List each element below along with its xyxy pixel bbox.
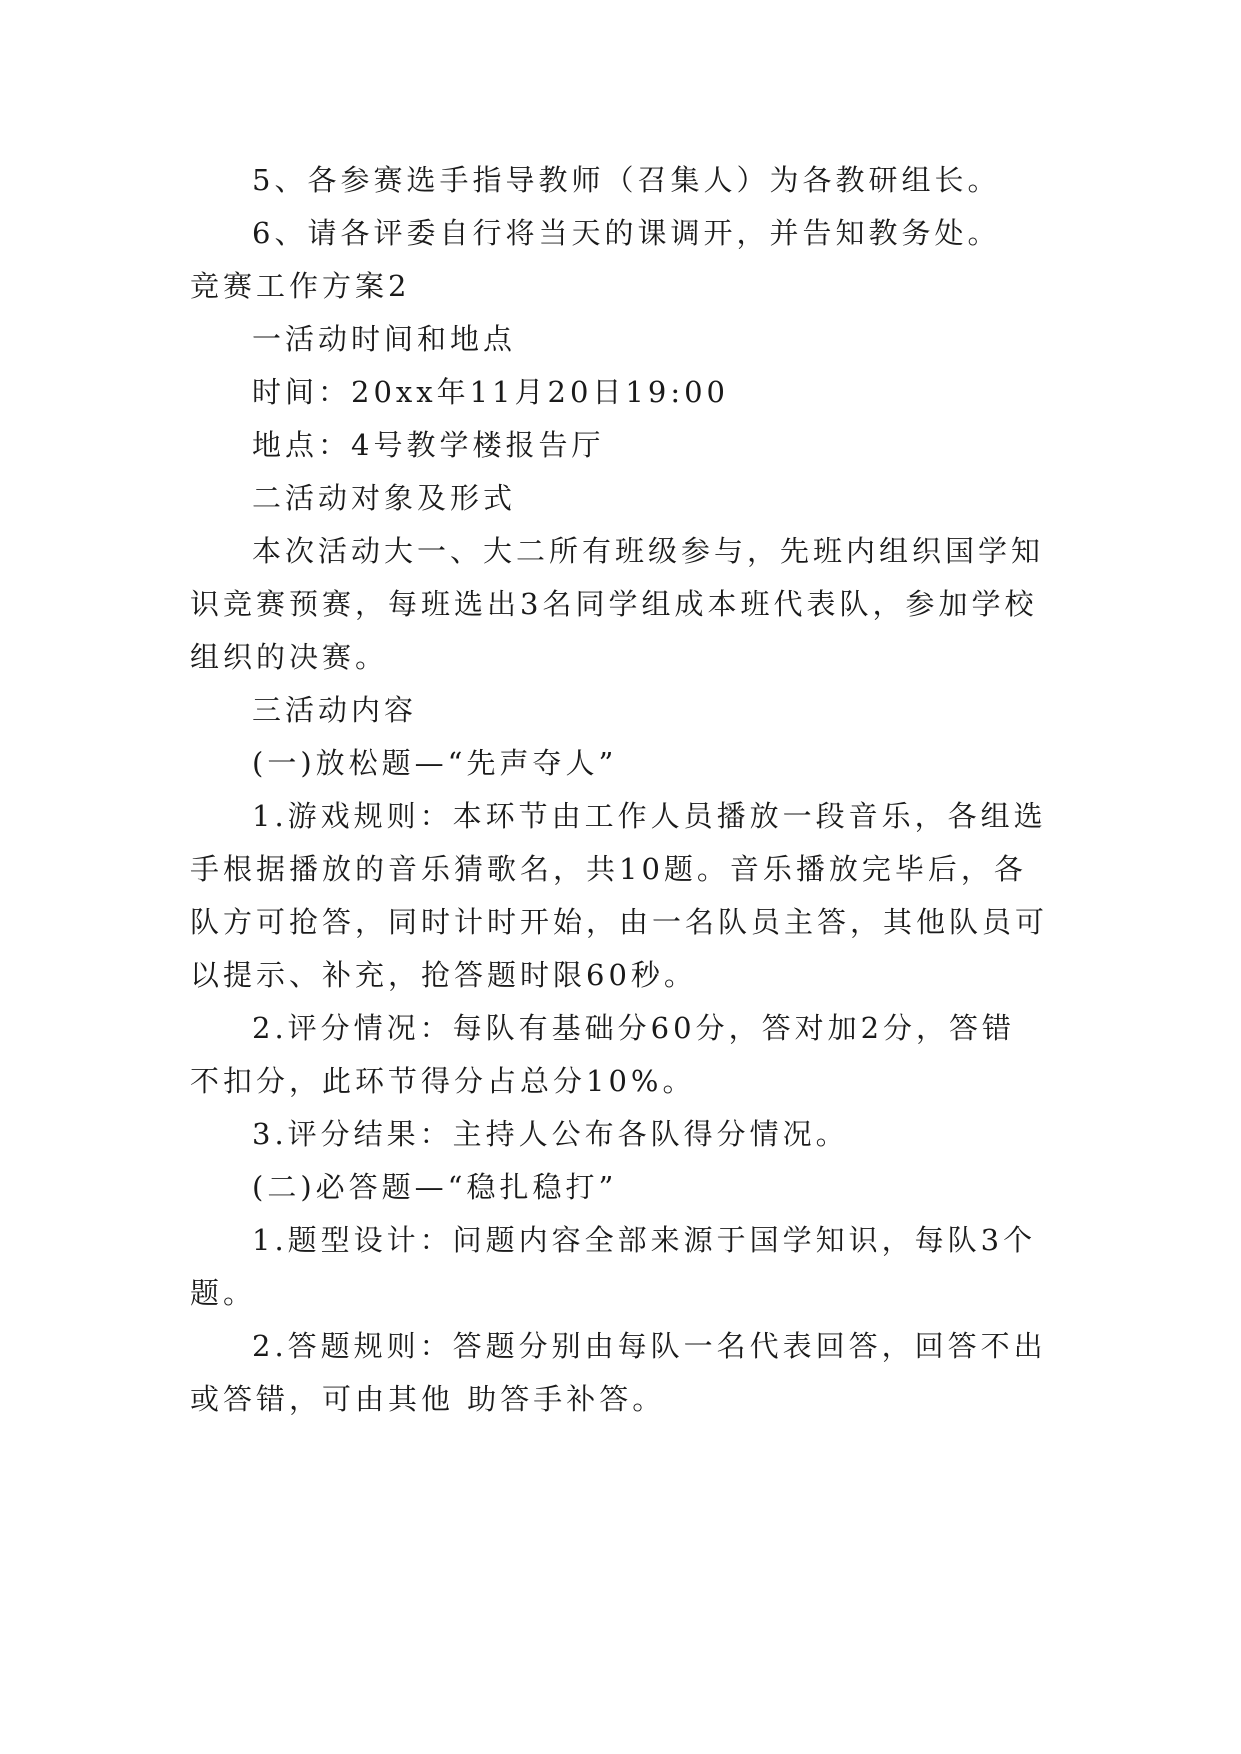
paragraph-line: 识竞赛预赛，每班选出3名同学组成本班代表队，参加学校 — [190, 587, 1038, 621]
subsection-heading: 三活动内容 — [252, 693, 418, 727]
paragraph-line: 手根据播放的音乐猜歌名，共10题。音乐播放完毕后，各 — [190, 852, 1027, 886]
paragraph-line: 5、各参赛选手指导教师（召集人）为各教研组长。 — [252, 163, 1001, 197]
subsection-heading: 二活动对象及形式 — [252, 481, 517, 515]
paragraph-line: 本次活动大一、大二所有班级参与，先班内组织国学知 — [252, 534, 1045, 568]
paragraph-line: 3.评分结果：主持人公布各队得分情况。 — [252, 1117, 849, 1151]
paragraph-line: 队方可抢答，同时计时开始，由一名队员主答，其他队员可 — [190, 905, 1049, 939]
subsection-heading: 一活动时间和地点 — [252, 322, 517, 356]
paragraph-line: 不扣分，此环节得分占总分10%。 — [190, 1064, 696, 1098]
paragraph-line: 6、请各评委自行将当天的课调开，并告知教务处。 — [252, 216, 1001, 250]
paragraph-line: 时间：20xx年11月20日19:00 — [252, 375, 729, 409]
paragraph-line: 或答错，可由其他 助答手补答。 — [190, 1382, 666, 1416]
paragraph-line: 1.游戏规则：本环节由工作人员播放一段音乐，各组选 — [252, 799, 1047, 833]
paragraph-line: 以提示、补充，抢答题时限60秒。 — [190, 958, 697, 992]
subsection-heading: (一)放松题—“先声夺人” — [252, 746, 618, 780]
paragraph-line: 题。 — [190, 1276, 257, 1310]
paragraph-line: 2.答题规则：答题分别由每队一名代表回答，回答不出 — [252, 1329, 1047, 1363]
paragraph-line: 2.评分情况：每队有基础分60分，答对加2分，答错 — [252, 1011, 1016, 1045]
paragraph-line: 地点：4号教学楼报告厅 — [252, 428, 605, 462]
section-heading: 竞赛工作方案2 — [190, 269, 411, 303]
subsection-heading: (二)必答题—“稳扎稳打” — [252, 1170, 618, 1204]
paragraph-line: 1.题型设计：问题内容全部来源于国学知识，每队3个 — [252, 1223, 1037, 1257]
paragraph-line: 组织的决赛。 — [190, 640, 389, 674]
